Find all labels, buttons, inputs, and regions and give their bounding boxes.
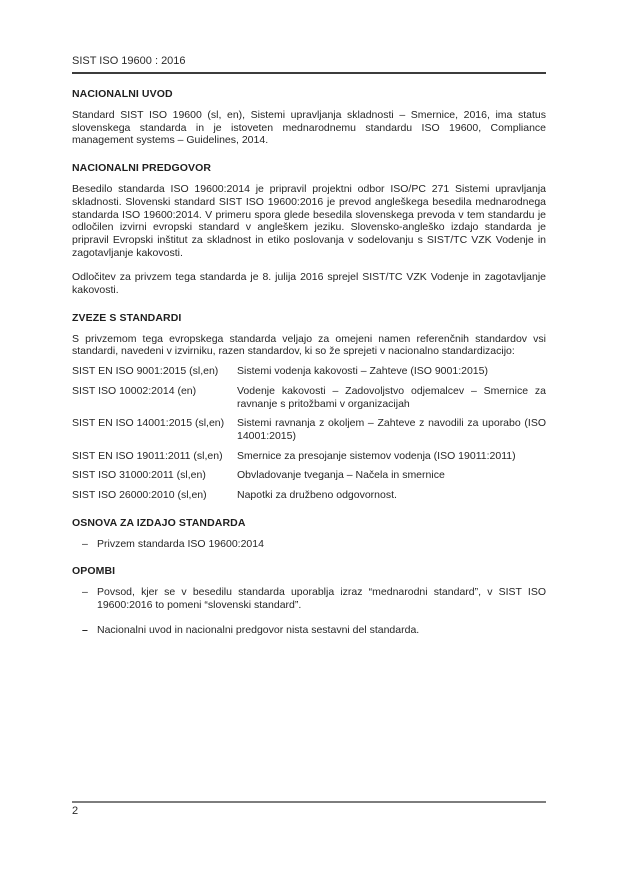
footer-rule	[72, 801, 546, 803]
standard-row	[72, 417, 546, 442]
list-item	[72, 538, 546, 551]
list-item	[72, 586, 546, 611]
paragraph: Standard SIST ISO 19600 (sl, en), Sistemi upravljanja skladnosti – Smernice, 2016, ima status slovenskega standarda in je istoveten mednarodnemu standardu ISO 19600, Compliance management systems – Guidelines, 2014.	[72, 109, 546, 147]
list-item-text: Privzem standarda ISO 19600:2014	[97, 537, 264, 550]
page-header	[72, 55, 546, 74]
section-heading: ZVEZE S STANDARDI	[72, 311, 182, 324]
standard-code: SIST ISO 31000:2011 (sl,en)	[72, 469, 206, 482]
header-title: SIST ISO 19600 : 2016	[72, 55, 186, 67]
paragraph: Besedilo standarda ISO 19600:2014 je pripravil projektni odbor ISO/PC 271 Sistemi upravljanja skladnosti. Slovenski standard SIST ISO 19600:2016 je prevod angleškega besedila mednarodnega standarda ISO 19600:2014. V primeru spora glede besedila slovenskega prevoda v tem standardu je odločilen izvirni evropski standard v angleškem jeziku. Slovensko-angleško izdajo standarda je pripravil Evropski inštitut za skladnost in etiko poslovanja v sodelovanju s SIST/TC VZK Vodenje in zagotavljanje kakovosti.	[72, 183, 546, 259]
section-heading: OPOMBI	[72, 565, 116, 578]
standard-title: Vodenje kakovosti – Zadovoljstvo odjemalcev – Smernice za ravnanje s pritožbami v organizacijah	[237, 384, 546, 410]
header-rule	[72, 72, 546, 74]
standard-title: Smernice za presojanje sistemov vodenja (ISO 19011:2011)	[237, 449, 516, 462]
paragraph: S privzemom tega evropskega standarda veljajo za omejeni namen referenčnih standardov vsi standardi, navedeni v izvirniku, razen standardov, ki so že sprejeti v nacionalno standardizacijo:	[72, 332, 546, 358]
section-osnova-za-izdajo	[72, 517, 546, 551]
section-heading: NACIONALNI UVOD	[72, 88, 173, 100]
section-heading: OSNOVA ZA IZDAJO STANDARDA	[72, 516, 246, 529]
standard-row	[72, 450, 546, 463]
dash-bullet: –	[82, 623, 88, 636]
page-number: 2	[72, 805, 79, 817]
list-item	[72, 624, 546, 637]
standard-row	[72, 469, 546, 482]
standard-row	[72, 365, 546, 378]
standard-code: SIST ISO 10002:2014 (en)	[72, 384, 197, 397]
standard-row	[72, 489, 546, 502]
list-item-text: Nacionalni uvod in nacionalni predgovor nista sestavni del standarda.	[97, 623, 420, 636]
page-footer	[72, 801, 546, 818]
dash-bullet: –	[82, 586, 88, 599]
section-zveze-s-standardi	[72, 312, 546, 502]
section-heading: NACIONALNI PREDGOVOR	[72, 162, 212, 175]
standard-code: SIST EN ISO 9001:2015 (sl,en)	[72, 365, 219, 378]
standard-title: Sistemi ravnanja z okoljem – Zahteve z navodili za uporabo (ISO 14001:2015)	[237, 417, 546, 442]
section-opombi	[72, 565, 546, 636]
list-item-text: Povsod, kjer se v besedilu standarda uporablja izraz “mednarodni standard”, v SIST ISO 19600:2016 to pomeni “slovenski standard”.	[97, 586, 546, 612]
standard-title: Sistemi vodenja kakovosti – Zahteve (ISO 9001:2015)	[237, 365, 488, 378]
section-nacionalni-predgovor	[72, 162, 546, 297]
standard-title: Napotki za družbeno odgovornost.	[237, 489, 397, 502]
standard-code: SIST EN ISO 19011:2011 (sl,en)	[72, 449, 223, 462]
section-nacionalni-uvod	[72, 88, 546, 147]
dash-bullet: –	[82, 537, 88, 550]
standard-row	[72, 385, 546, 410]
paragraph: Odločitev za privzem tega standarda je 8. julija 2016 sprejel SIST/TC VZK Vodenje in zagotavljanje kakovosti.	[72, 271, 546, 297]
standard-code: SIST EN ISO 14001:2015 (sl,en)	[72, 417, 225, 430]
standard-code: SIST ISO 26000:2010 (sl,en)	[72, 489, 207, 502]
page-content	[72, 55, 546, 649]
standard-title: Obvladovanje tveganja – Načela in smernice	[237, 469, 445, 482]
